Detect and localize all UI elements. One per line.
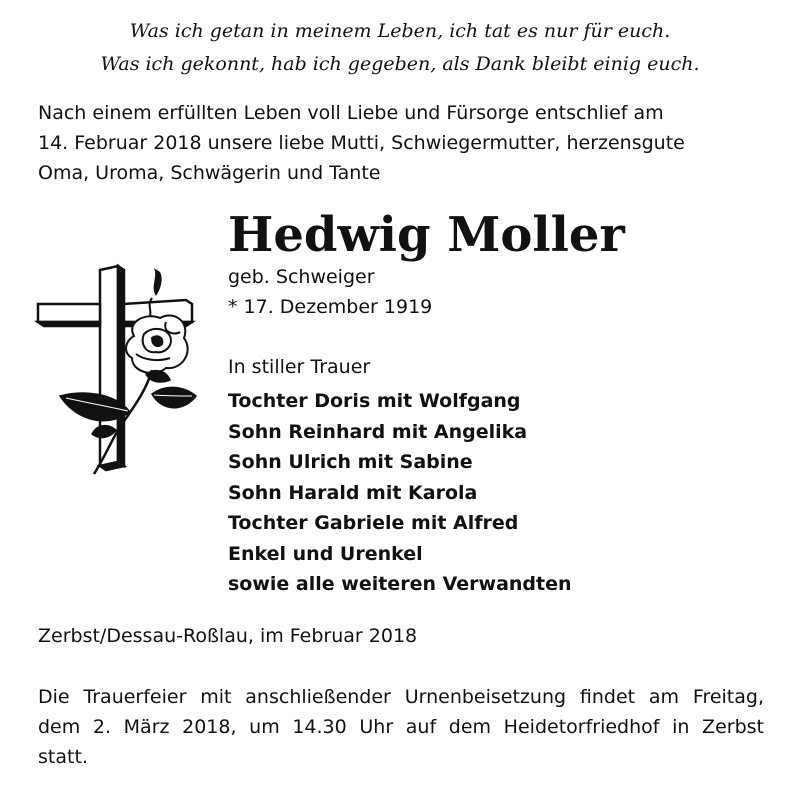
funeral-line: Die Trauerfeier mit anschließender Urnenbeisetzung findet am Freitag, bbox=[38, 686, 764, 708]
intro-text bbox=[38, 98, 768, 188]
list-item: Sohn Harald mit Karola bbox=[228, 481, 478, 504]
birth-date: * 17. Dezember 1919 bbox=[228, 296, 433, 318]
funeral-info bbox=[38, 682, 764, 772]
list-item: Sohn Reinhard mit Angelika bbox=[228, 420, 528, 443]
list-item: Tochter Doris mit Wolfgang bbox=[228, 390, 521, 412]
mourners-list bbox=[228, 386, 572, 600]
verse-line-2: Was ich gekonnt, hab ich gegeben, als Dank bleibt einig euch. bbox=[100, 53, 700, 75]
mourning-intro: In stiller Trauer bbox=[228, 356, 371, 378]
deceased-name: Hedwig Moller bbox=[228, 207, 625, 263]
funeral-line: statt. bbox=[38, 746, 88, 768]
place-date: Zerbst/Dessau-Roßlau, im Februar 2018 bbox=[38, 625, 418, 647]
list-item: Enkel und Urenkel bbox=[228, 542, 423, 565]
intro-line: Nach einem erfüllten Leben voll Liebe und Fürsorge entschlief am bbox=[38, 102, 664, 124]
funeral-line: dem 2. März 2018, um 14.30 Uhr auf dem Heidetorfriedhof in Zerbst bbox=[38, 716, 764, 738]
cross-with-rose-icon bbox=[34, 262, 204, 507]
verse-line-1: Was ich getan in meinem Leben, ich tat es nur für euch. bbox=[129, 20, 671, 42]
intro-line: 14. Februar 2018 unsere liebe Mutti, Schwiegermutter, herzensgute bbox=[38, 132, 685, 154]
list-item: Sohn Ulrich mit Sabine bbox=[228, 451, 473, 473]
intro-line: Oma, Uroma, Schwägerin und Tante bbox=[38, 162, 381, 184]
list-item: Tochter Gabriele mit Alfred bbox=[228, 512, 519, 534]
maiden-name: geb. Schweiger bbox=[228, 266, 375, 288]
list-item: sowie alle weiteren Verwandten bbox=[228, 573, 572, 595]
